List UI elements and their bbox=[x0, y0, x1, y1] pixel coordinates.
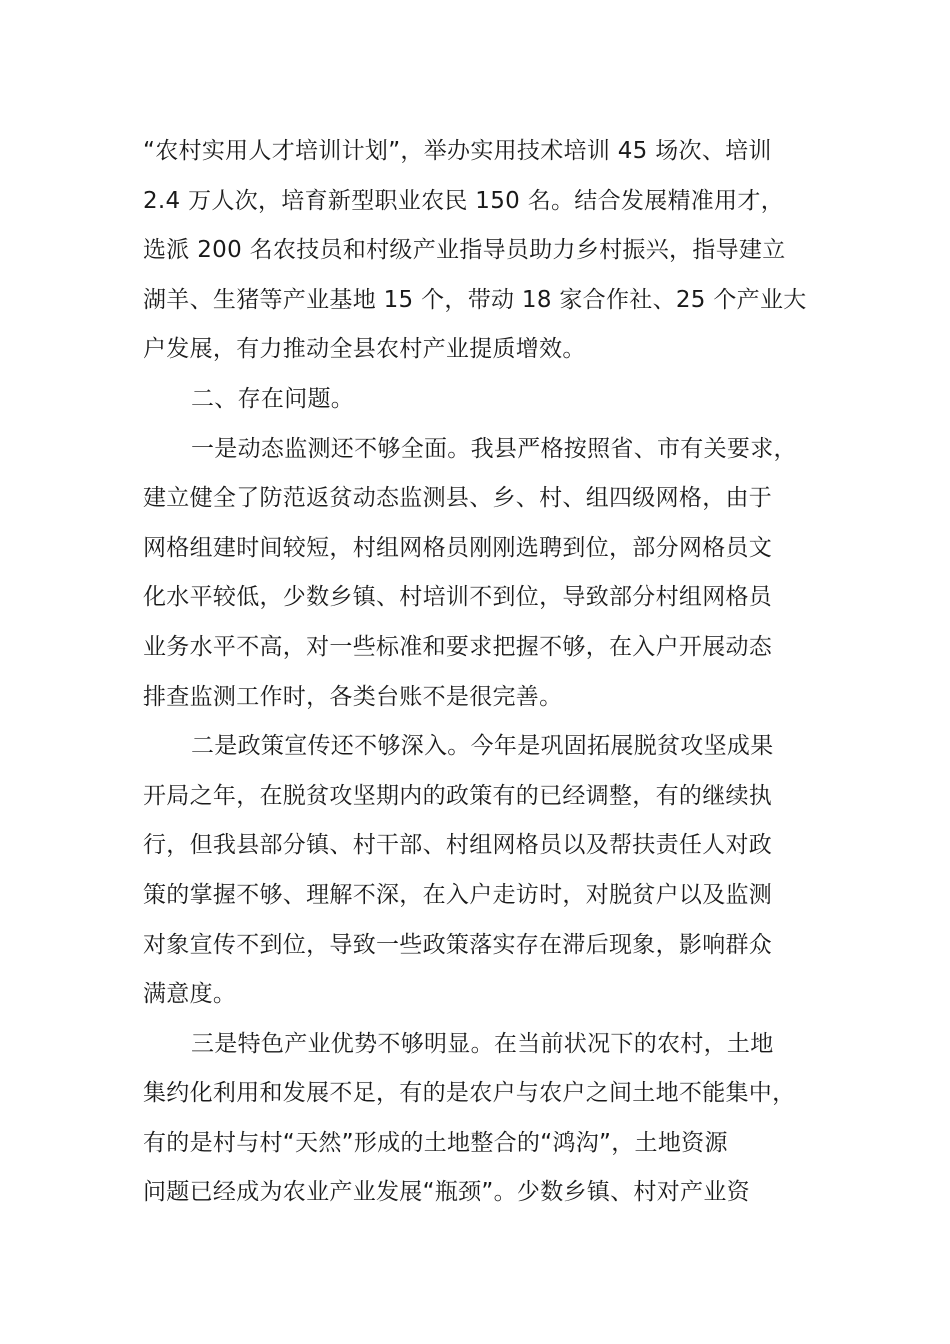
text-line: 问题已经成为农业产业发展“瓶颈”。少数乡镇、村对产业资 bbox=[143, 1179, 750, 1206]
text-line: 三是特色产业优势不够明显。在当前状况下的农村，土地 bbox=[191, 1030, 774, 1057]
text-line: 二是政策宣传还不够深入。今年是巩固拓展脱贫攻坚成果 bbox=[191, 733, 774, 760]
text-line: 建立健全了防范返贫动态监测县、乡、村、组四级网格，由于 bbox=[143, 485, 773, 512]
text-line: 排查监测工作时，各类台账不是很完善。 bbox=[143, 683, 563, 710]
text-line: 选派 200 名农技员和村级产业指导员助力乡村振兴，指导建立 bbox=[143, 237, 786, 264]
text-line: 化水平较低，少数乡镇、村培训不到位，导致部分村组网格员 bbox=[143, 584, 773, 611]
text-line: 有的是村与村“天然”形成的土地整合的“鸿沟”，土地资源 bbox=[143, 1129, 728, 1156]
document-body bbox=[143, 127, 813, 1218]
text-line: 户发展，有力推动全县农村产业提质增效。 bbox=[143, 336, 586, 363]
text-line: 业务水平不高，对一些标准和要求把握不够，在入户开展动态 bbox=[143, 633, 773, 660]
text-line: “农村实用人才培训计划”，举办实用技术培训 45 场次、培训 bbox=[143, 138, 772, 164]
text-line: 二、存在问题。 bbox=[191, 385, 355, 412]
text-line: 满意度。 bbox=[143, 981, 237, 1008]
text-line: 一是动态监测还不够全面。我县严格按照省、市有关要求， bbox=[191, 435, 797, 462]
text-line: 集约化利用和发展不足，有的是农户与农户之间土地不能集中， bbox=[143, 1080, 796, 1107]
text-line: 对象宣传不到位，导致一些政策落实存在滞后现象，影响群众 bbox=[143, 931, 773, 958]
text-line: 策的掌握不够、理解不深，在入户走访时，对脱贫户以及监测 bbox=[143, 881, 773, 908]
text-line: 行，但我县部分镇、村干部、村组网格员以及帮扶责任人对政 bbox=[143, 832, 773, 859]
text-line: 开局之年，在脱贫攻坚期内的政策有的已经调整，有的继续执 bbox=[143, 782, 773, 809]
text-line: 网格组建时间较短，村组网格员刚刚选聘到位，部分网格员文 bbox=[143, 534, 773, 561]
text-line: 湖羊、生猪等产业基地 15 个，带动 18 家合作社、25 个产业大 bbox=[143, 286, 807, 313]
text-line: 2.4 万人次，培育新型职业农民 150 名。结合发展精准用才， bbox=[143, 187, 785, 214]
